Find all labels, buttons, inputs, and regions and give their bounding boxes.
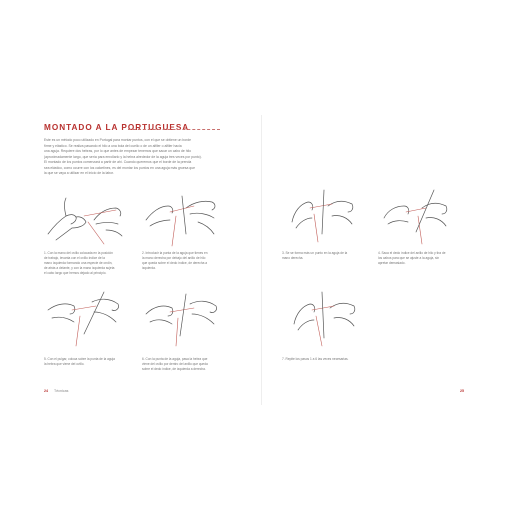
caption-line: apretar demasiado. (378, 261, 406, 265)
caption-line: el cabo largo que hemos dejado al principio. (44, 271, 107, 275)
caption-line: 2. Introducir la punta de la aguja que tienes en (142, 251, 208, 255)
intro-line: firme y elástico. Se realiza pasando el hilo a una bola del cuello o de un alfiler o alfiler hacia (44, 143, 182, 148)
step-6-caption (142, 357, 234, 372)
caption-line: que queda sobre el dedo índice, de derecha a (142, 261, 208, 265)
intro-line: la que se vaya a utilizar en el inicio de la labor. (44, 171, 114, 175)
intro-line: El montado de los puntos comenzará a partir de ahí. Cuando queremos que el borde de la prenda (44, 160, 192, 164)
caption-line: sobre el dedo índice, de izquierda a derecha. (142, 367, 206, 371)
folio-right (460, 389, 470, 393)
intro-text (44, 138, 234, 177)
caption-line: la mano derecha por debajo del anillo de hilo (142, 256, 206, 260)
caption-line: mano izquierda formando una especie de ondín, (44, 261, 113, 265)
intro-line: sea elástico, como ocurre con los calcetines, es del montar los puntos en una aguja más gruesa que (44, 165, 195, 170)
caption-line: 7. Repite los pasos 1 a 6 las veces necesarias. (282, 357, 349, 361)
caption-line: de trabajo, levanta con el ovillo índice de la (44, 256, 105, 260)
section-title: MONTADO A LA PORTUGUESA (44, 123, 190, 132)
caption-line: viene del ovillo por dentro del anillo que queda (142, 362, 208, 366)
step-4-illustration (378, 184, 458, 248)
caption-line: 1. Con la mano del ovillo colocada en la posición (44, 251, 113, 255)
caption-line: izquierda. (142, 266, 156, 270)
caption-line: 5. Con el pulgar, coloca sobre la punta de la aguja (44, 357, 115, 361)
caption-line: la hebra que viene del ovillo. (44, 362, 85, 366)
step-6-illustration (142, 288, 224, 350)
step-3-caption (282, 251, 374, 261)
intro-line: una aguja. Requiere dos hebras, por lo que antes de empezar tenemos que sacar un cabo de hilo (44, 149, 192, 153)
caption-line: 6. Con la punta de la aguja, pasa la hebra que (142, 357, 208, 361)
step-3-illustration (282, 184, 364, 248)
step-7-illustration (282, 288, 364, 350)
step-1-caption (44, 251, 136, 276)
step-2-caption (142, 251, 234, 271)
step-7-caption (282, 357, 382, 362)
caption-line: los cabos para que se ajuste a la aguja, sin (378, 256, 440, 260)
gutter (261, 115, 262, 405)
title-rule (128, 129, 220, 130)
step-5-illustration (44, 288, 126, 350)
step-1-illustration (44, 186, 126, 248)
caption-line: 3. Se se forma más un punto en la aguja de la (282, 251, 348, 255)
caption-line: 4. Saca el dedo índice del anillo de hilo y tira de (378, 251, 446, 255)
caption-line: de atrás a delante, y con la mano izquierda sujeta (44, 266, 115, 270)
step-4-caption (378, 251, 466, 266)
caption-line: mano derecha. (282, 256, 304, 260)
folio-label: Técnicas (54, 389, 69, 393)
intro-line: Este es un método poco utilizado en Portugal para montar puntos, con el que se obtiene un borde (44, 138, 192, 142)
intro-line: (aproximadamente largo, que sería para enrollarlo y la hebra alrededor de la aguja tres veces por punto). (44, 154, 202, 159)
step-2-illustration (142, 186, 224, 248)
page-number-left: 24 (44, 389, 48, 393)
step-5-caption (44, 357, 136, 367)
folio-left (44, 389, 68, 393)
page-number-right: 25 (460, 389, 464, 393)
